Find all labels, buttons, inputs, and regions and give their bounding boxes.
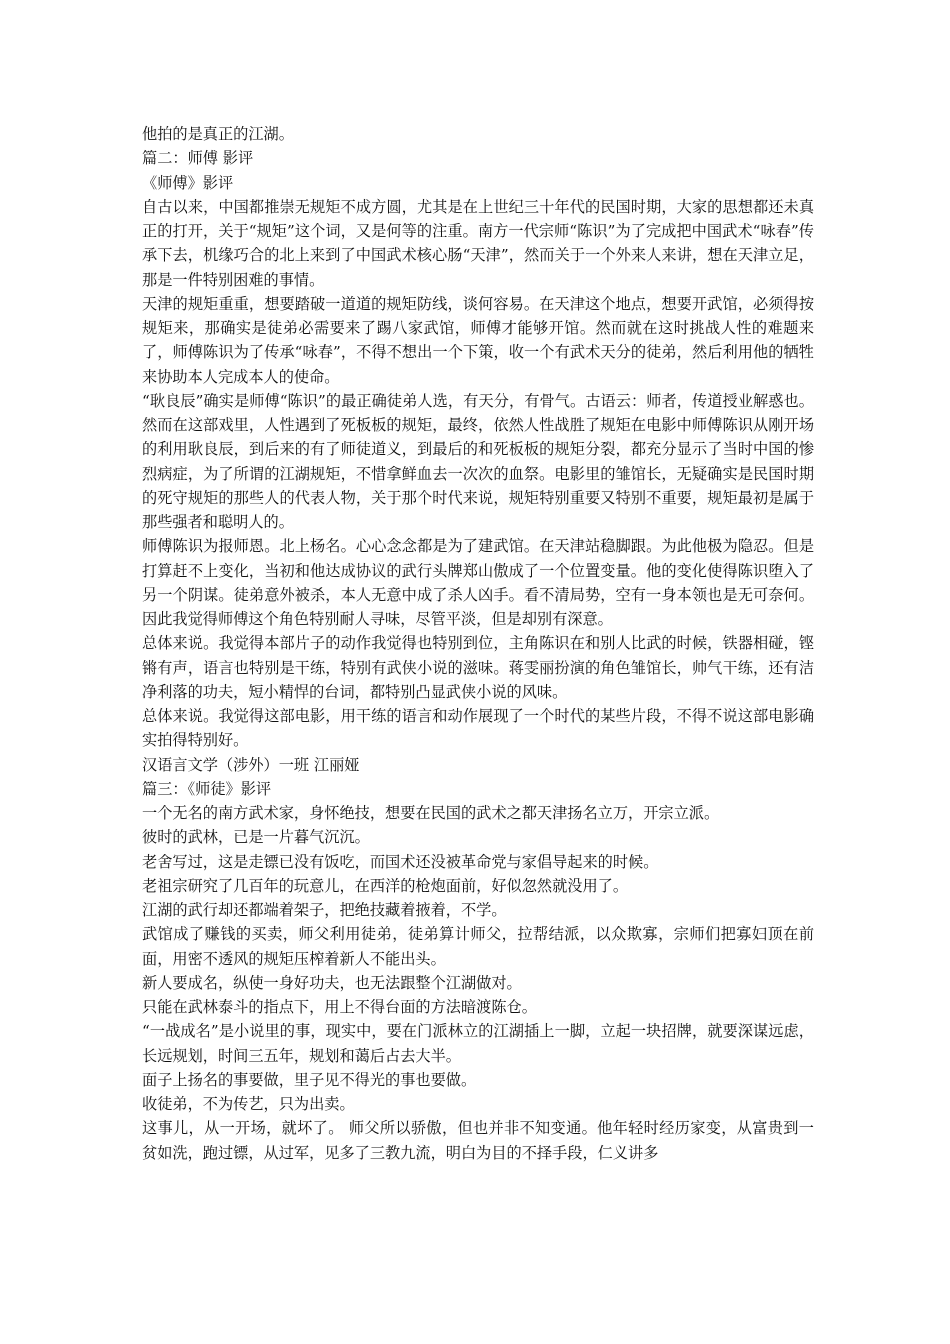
document-page (142, 122, 814, 1165)
paragraph: 面子上扬名的事要做，里子见不得光的事也要做。 (142, 1070, 477, 1089)
paragraph: 彼时的武林，已是一片暮气沉沉。 (142, 828, 370, 847)
section-heading: 篇三：《师徒》影评 (142, 779, 272, 798)
paragraph: 一个无名的南方武术家，身怀绝技，想要在民国的武术之都天津扬名立万，开宗立派。 (142, 804, 720, 822)
paragraph: 老舍写过，这是走镖已没有饭吃，而国术还没被革命党与家倡导起来的时候。 (142, 852, 659, 871)
paragraph: 武馆成了赚钱的买卖，师父利用徒弟，徒弟算计师父，拉帮结派，以众欺寡，宗师们把寡妇顶在前面，用密不透风的规矩压榨着新人不能出头。 (142, 925, 814, 968)
paragraph: 他拍的是真正的江湖。 (142, 125, 294, 143)
paragraph: 只能在武林泰斗的指点下，用上不得台面的方法暗渡陈仓。 (142, 998, 537, 1016)
author-line: 汉语言文学（涉外）一班 江丽娅 (142, 755, 360, 774)
paragraph: 新人要成名，纵使一身好功夫，也无法跟整个江湖做对。 (142, 973, 522, 992)
paragraph: 天津的规矩重重，想要踏破一道道的规矩防线，谈何容易。在天津这个地点，想要开武馆，必须得按规矩来，那确实是徒弟必需要来了踢八家武馆，师傅才能够开馆。然而就在这时挑战人性的难题来了，师傅陈识为了传承“咏春”，不得不想出一个下策，收一个有武术天分的徒弟，然后利用他的牺牲来协助本人完成本人的使命。 (142, 294, 814, 386)
paragraph: “耿良辰”确实是师傅“陈识”的最正确徒弟人选，有天分，有骨气。古语云：师者，传道授业解惑也。然而在这部戏里，人性遇到了死板板的规矩，最终，依然人性战胜了规矩在电影中师傅陈识从刚开场的利用耿良辰，到后来的有了师徒道义，到最后的和死板板的规矩分裂，都充分显示了当时中国的惨烈病症，为了所谓的江湖规矩，不惜拿鲜血去一次次的血祭。电影里的雏馆长，无疑确实是民国时期的死守规矩的那些人的代表人物，关于那个时代来说，规矩特别重要又特别不重要，规矩最初是属于那些强者和聪明人的。 (142, 391, 814, 531)
paragraph: “一战成名”是小说里的事，现实中，要在门派林立的江湖插上一脚，立起一块招牌，就要深谋远虑，长远规划，时间三五年，规划和蔼后占去大半。 (142, 1022, 814, 1065)
paragraph: 老祖宗研究了几百年的玩意儿，在西洋的枪炮面前，好似忽然就没用了。 (142, 876, 628, 895)
paragraph: 总体来说。我觉得这部电影，用干练的语言和动作展现了一个时代的某些片段，不得不说这部电影确实拍得特别好。 (142, 707, 814, 750)
paragraph: 江湖的武行却还都端着架子，把绝技藏着掖着，不学。 (142, 901, 507, 919)
section-heading: 篇二：师傅 影评 (142, 149, 254, 168)
paragraph: 自古以来，中国都推崇无规矩不成方圆，尤其是在上世纪三十年代的民国时期，大家的思想都还未真正的打开，关于“规矩”这个词，又是何等的注重。南方一代宗师“陈识”为了完成把中国武术“咏春”传承下去，机缘巧合的北上来到了中国武术核心肠“天津”，然而关于一个外来人来讲，想在天津立足，那是一件特别困难的事情。 (142, 197, 814, 289)
paragraph: 总体来说。我觉得本部片子的动作我觉得也特别到位，主角陈识在和别人比武的时候，铁器相碰，铿锵有声，语言也特别是干练，特别有武侠小说的滋味。蒋雯丽扮演的角色雏馆长，帅气干练，还有洁净利落的功夫，短小精悍的台词，都特别凸显武侠小说的风味。 (142, 634, 814, 701)
paragraph: 这事儿，从一开场，就坏了。 师父所以骄傲，但也并非不知变通。他年轻时经历家变，从富贵到一贫如洗，跑过镖，从过军，见多了三教九流，明白为目的不择手段，仁义讲多 (142, 1119, 814, 1162)
paragraph: 收徒弟，不为传艺，只为出卖。 (142, 1095, 355, 1113)
article-title: 《师傅》影评 (142, 173, 234, 192)
paragraph: 师傅陈识为报师恩。北上杨名。心心念念都是为了建武馆。在天津站稳脚跟。为此他极为隐忍。但是打算赶不上变化，当初和他达成协议的武行头牌郑山傲成了一个位置变量。他的变化使得陈识堕入了另一个阴谋。徒弟意外被杀，本人无意中成了杀人凶手。看不清局势，空有一身本领也是无可奈何。因此我觉得师傅这个角色特别耐人寻味，尽管平淡，但是却别有深意。 (142, 537, 814, 628)
